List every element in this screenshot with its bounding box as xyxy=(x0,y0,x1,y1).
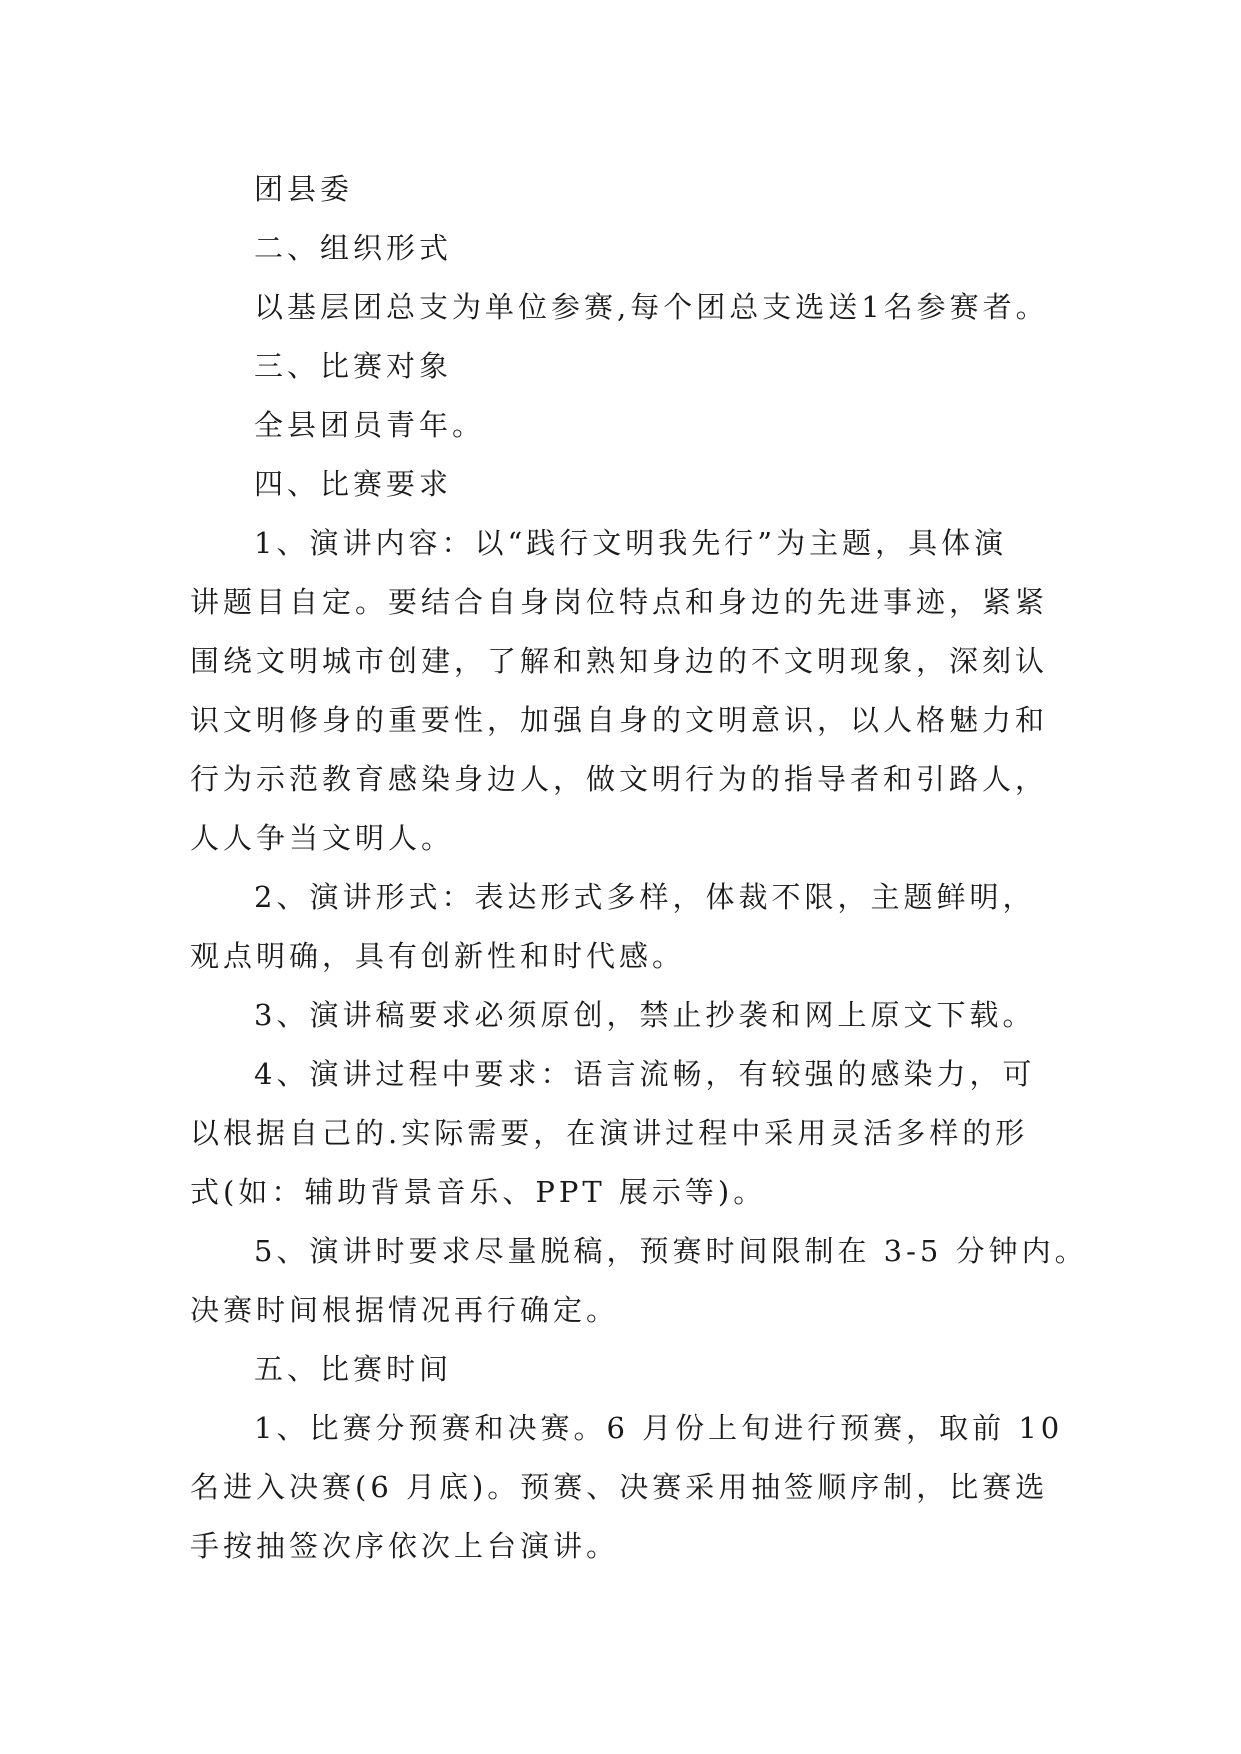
requirement-5-line-2: 决赛时间根据情况再行确定。 xyxy=(190,1293,620,1327)
paragraph-participants: 全县团员青年。 xyxy=(254,408,486,442)
requirement-2-line-1: 2、演讲形式：表达形式多样，体裁不限，主题鲜明， xyxy=(254,880,1036,914)
section-heading-organization: 二、组织形式 xyxy=(254,231,453,265)
requirement-2-line-2: 观点明确，具有创新性和时代感。 xyxy=(190,939,686,973)
requirement-5-line-1: 5、演讲时要求尽量脱稿，预赛时间限制在 3-5 分钟内。 xyxy=(254,1234,1088,1268)
section-heading-participants: 三、比赛对象 xyxy=(254,349,453,383)
requirement-4-line-1: 4、演讲过程中要求：语言流畅，有较强的感染力，可 xyxy=(254,1057,1036,1091)
requirement-1-line-5: 行为示范教育感染身边人，做文明行为的指导者和引路人， xyxy=(190,762,1049,796)
requirement-1-line-3: 围绕文明城市创建，了解和熟知身边的不文明现象，深刻认 xyxy=(190,644,1049,678)
document-body xyxy=(190,160,1088,1576)
requirement-1-line-1: 1、演讲内容：以“践行文明我先行”为主题，具体演 xyxy=(254,526,1008,560)
requirement-1-line-2: 讲题目自定。要结合自身岗位特点和身边的先进事迹，紧紧 xyxy=(190,585,1049,619)
schedule-1-line-1: 1、比赛分预赛和决赛。6 月份上旬进行预赛，取前 10 xyxy=(254,1411,1064,1445)
requirement-1-line-4: 识文明修身的重要性，加强自身的文明意识，以人格魅力和 xyxy=(190,703,1049,737)
section-heading-requirements: 四、比赛要求 xyxy=(254,467,453,501)
requirement-3: 3、演讲稿要求必须原创，禁止抄袭和网上原文下载。 xyxy=(254,998,1036,1032)
requirement-1-line-6: 人人争当文明人。 xyxy=(190,821,455,855)
requirement-4-line-3: 式(如：辅助背景音乐、PPT 展示等)。 xyxy=(190,1175,767,1209)
schedule-1-line-2: 名进入决赛(6 月底)。预赛、决赛采用抽签顺序制，比赛选 xyxy=(190,1470,1049,1504)
section-heading-schedule: 五、比赛时间 xyxy=(254,1352,453,1386)
paragraph-issuer: 团县委 xyxy=(254,172,354,206)
schedule-1-line-3: 手按抽签次序依次上台演讲。 xyxy=(190,1529,620,1563)
requirement-4-line-2: 以根据自己的.实际需要，在演讲过程中采用灵活多样的形 xyxy=(190,1116,1029,1150)
paragraph-organization: 以基层团总支为单位参赛,每个团总支选送1名参赛者。 xyxy=(254,290,1049,324)
